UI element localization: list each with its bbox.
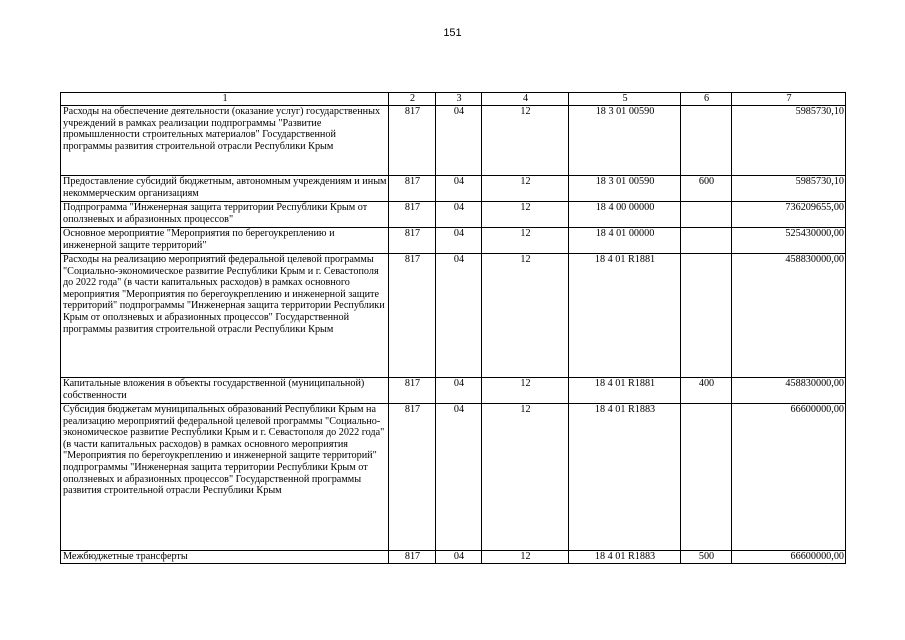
subsection-code: 12 [482, 176, 569, 202]
amount: 66600000,00 [732, 404, 846, 551]
section-code: 04 [436, 378, 482, 404]
section-code: 04 [436, 202, 482, 228]
target-article-code: 18 4 01 R1881 [569, 378, 681, 404]
section-code: 04 [436, 404, 482, 551]
amount: 525430000,00 [732, 228, 846, 254]
subsection-code: 12 [482, 202, 569, 228]
ministry-code: 817 [389, 176, 436, 202]
amount: 736209655,00 [732, 202, 846, 228]
table-row [61, 254, 846, 378]
column-header: 6 [681, 93, 732, 106]
ministry-code: 817 [389, 254, 436, 378]
subsection-code: 12 [482, 228, 569, 254]
amount: 458830000,00 [732, 254, 846, 378]
amount: 66600000,00 [732, 551, 846, 564]
budget-table [60, 92, 846, 564]
ministry-code: 817 [389, 228, 436, 254]
table-row [61, 404, 846, 551]
subsection-code: 12 [482, 551, 569, 564]
subsection-code: 12 [482, 254, 569, 378]
item-name: Расходы на реализацию мероприятий федеральной целевой программы "Социально-экономическое развитие Республики Крым и г. Севастополя до 2022 года" (в части капитальных расходов) в рамках основного мероприятия "Мероприятия по берегоукреплению и инженерной защите территорий" подпрограммы "Инженерная защита территории Республики Крым от оползневых и абразионных процессов" Государственной программы развития строительной отрасли Республики Крым [61, 254, 389, 378]
section-code: 04 [436, 228, 482, 254]
subsection-code: 12 [482, 378, 569, 404]
section-code: 04 [436, 551, 482, 564]
subsection-code: 12 [482, 404, 569, 551]
expense-type-code: 400 [681, 378, 732, 404]
target-article-code: 18 4 01 R1881 [569, 254, 681, 378]
target-article-code: 18 4 00 00000 [569, 202, 681, 228]
table-row [61, 378, 846, 404]
column-header: 5 [569, 93, 681, 106]
target-article-code: 18 4 01 R1883 [569, 551, 681, 564]
section-code: 04 [436, 254, 482, 378]
expense-type-code: 500 [681, 551, 732, 564]
section-code: 04 [436, 176, 482, 202]
expense-type-code [681, 106, 732, 176]
expense-type-code [681, 254, 732, 378]
item-name: Капитальные вложения в объекты государственной (муниципальной) собственности [61, 378, 389, 404]
table-row [61, 176, 846, 202]
ministry-code: 817 [389, 106, 436, 176]
item-name: Основное мероприятие "Мероприятия по берегоукреплению и инженерной защите территорий" [61, 228, 389, 254]
page-number: 151 [443, 27, 462, 39]
item-name: Межбюджетные трансферты [61, 551, 389, 564]
target-article-code: 18 3 01 00590 [569, 176, 681, 202]
expense-type-code [681, 202, 732, 228]
target-article-code: 18 4 01 00000 [569, 228, 681, 254]
table-row [61, 106, 846, 176]
column-header: 4 [482, 93, 569, 106]
column-header: 3 [436, 93, 482, 106]
item-name: Предоставление субсидий бюджетным, автономным учреждениям и иным некоммерческим организациям [61, 176, 389, 202]
table-row [61, 551, 846, 564]
column-header: 2 [389, 93, 436, 106]
column-header: 1 [61, 93, 389, 106]
expense-type-code: 600 [681, 176, 732, 202]
table-row [61, 202, 846, 228]
item-name: Расходы на обеспечение деятельности (оказание услуг) государственных учреждений в рамках реализации подпрограммы "Развитие промышленности строительных материалов" Государственной программы развития строительной отрасли Республики Крым [61, 106, 389, 176]
expense-type-code [681, 228, 732, 254]
amount: 458830000,00 [732, 378, 846, 404]
item-name: Субсидия бюджетам муниципальных образований Республики Крым на реализацию мероприятий федеральной целевой программы "Социально-экономическое развитие Республики Крым и г. Севастополя до 2022 года" (в части капитальных расходов) в рамках основного мероприятия "Мероприятия по берегоукреплению и инженерной защите территорий" подпрограммы "Инженерная защита территории Республики Крым от оползневых и абразионных процессов" Государственной программы развития строительной отрасли Республики Крым [61, 404, 389, 551]
target-article-code: 18 3 01 00590 [569, 106, 681, 176]
target-article-code: 18 4 01 R1883 [569, 404, 681, 551]
expense-type-code [681, 404, 732, 551]
amount: 5985730,10 [732, 176, 846, 202]
item-name: Подпрограмма "Инженерная защита территории Республики Крым от оползневых и абразионных процессов" [61, 202, 389, 228]
header-row [61, 93, 846, 106]
column-header: 7 [732, 93, 846, 106]
ministry-code: 817 [389, 551, 436, 564]
subsection-code: 12 [482, 106, 569, 176]
ministry-code: 817 [389, 202, 436, 228]
amount: 5985730,10 [732, 106, 846, 176]
section-code: 04 [436, 106, 482, 176]
ministry-code: 817 [389, 378, 436, 404]
table-row [61, 228, 846, 254]
ministry-code: 817 [389, 404, 436, 551]
